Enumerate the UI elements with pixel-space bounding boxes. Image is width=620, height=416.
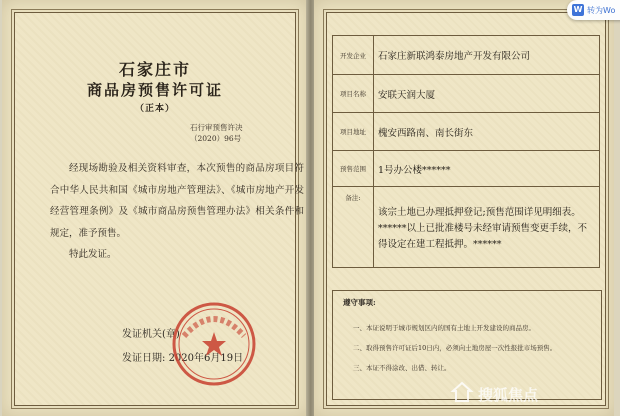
certificate-body (50, 158, 304, 266)
remarks-value: 该宗土地已办理抵押登记;预售范围详见明细表。******以上已批准楼号未经审请预售变更手续，不得设定在建工程抵押。****** (374, 187, 600, 268)
issue-date-label: 发证日期: (122, 353, 166, 364)
project-name-label: 项目名称 (333, 75, 374, 113)
certificate-city: 石家庄市 (118, 60, 191, 79)
document-number-prefix: 石行审预售许决 (190, 123, 243, 132)
project-address-label: 项目地址 (333, 113, 374, 151)
document-number-value: （2020）96号 (190, 134, 242, 143)
remarks-label: 备注: (333, 187, 374, 268)
certificate-title: 商品房预售许可证 (86, 81, 223, 99)
notice-item: 一、本证说明于城市规划区内的国有土地上开发建设的商品房。 (353, 324, 535, 332)
table-row (333, 113, 600, 151)
document-number (190, 122, 320, 144)
certificate-paragraph: 经现场勘验及相关资料审查，本次预售的商品房项目符合中华人民共和国《城市房地产管理法》、《城市房地产开发经营管理条例》及《城市商品房预售管理办法》相关条件和规定，准予预售。 (50, 163, 304, 239)
certificate-copy-type: （正本） (134, 104, 175, 114)
notice-item: 三、本证不得涂改、出借、转让。 (353, 364, 451, 372)
presale-scope-label: 预售范围 (333, 151, 374, 187)
project-address-value: 槐安西路南、南长街东 (374, 113, 600, 151)
word-doc-icon: W (573, 5, 583, 14)
convert-button-label: 转为Wo (587, 6, 616, 15)
certificate-closing: 特此发证。 (69, 249, 117, 260)
issuing-authority: 发证机关(章) (122, 329, 180, 340)
table-row (333, 187, 600, 268)
developer-value: 石家庄新联鸿泰房地产开发有限公司 (374, 36, 600, 75)
table-row (333, 151, 600, 187)
notice-title: 遵守事项: (343, 298, 376, 307)
official-seal-icon (164, 298, 264, 390)
table-row (333, 36, 600, 75)
issue-date-value: 2020年6月19日 (168, 353, 244, 364)
project-name-value: 安联天润大厦 (374, 75, 600, 113)
watermark-text: 搜狐焦点 (478, 386, 539, 404)
watermark-logo-icon (450, 380, 474, 404)
presale-scope-value: 1号办公楼****** (374, 151, 600, 187)
notice-item: 二、取得预售许可证后10日内，必须向土地房屋一次性报批市场预售。 (353, 344, 557, 352)
convert-to-word-button[interactable] (567, 0, 620, 20)
details-table (332, 35, 600, 268)
developer-label: 开发企业 (333, 36, 374, 75)
table-row (333, 75, 600, 113)
